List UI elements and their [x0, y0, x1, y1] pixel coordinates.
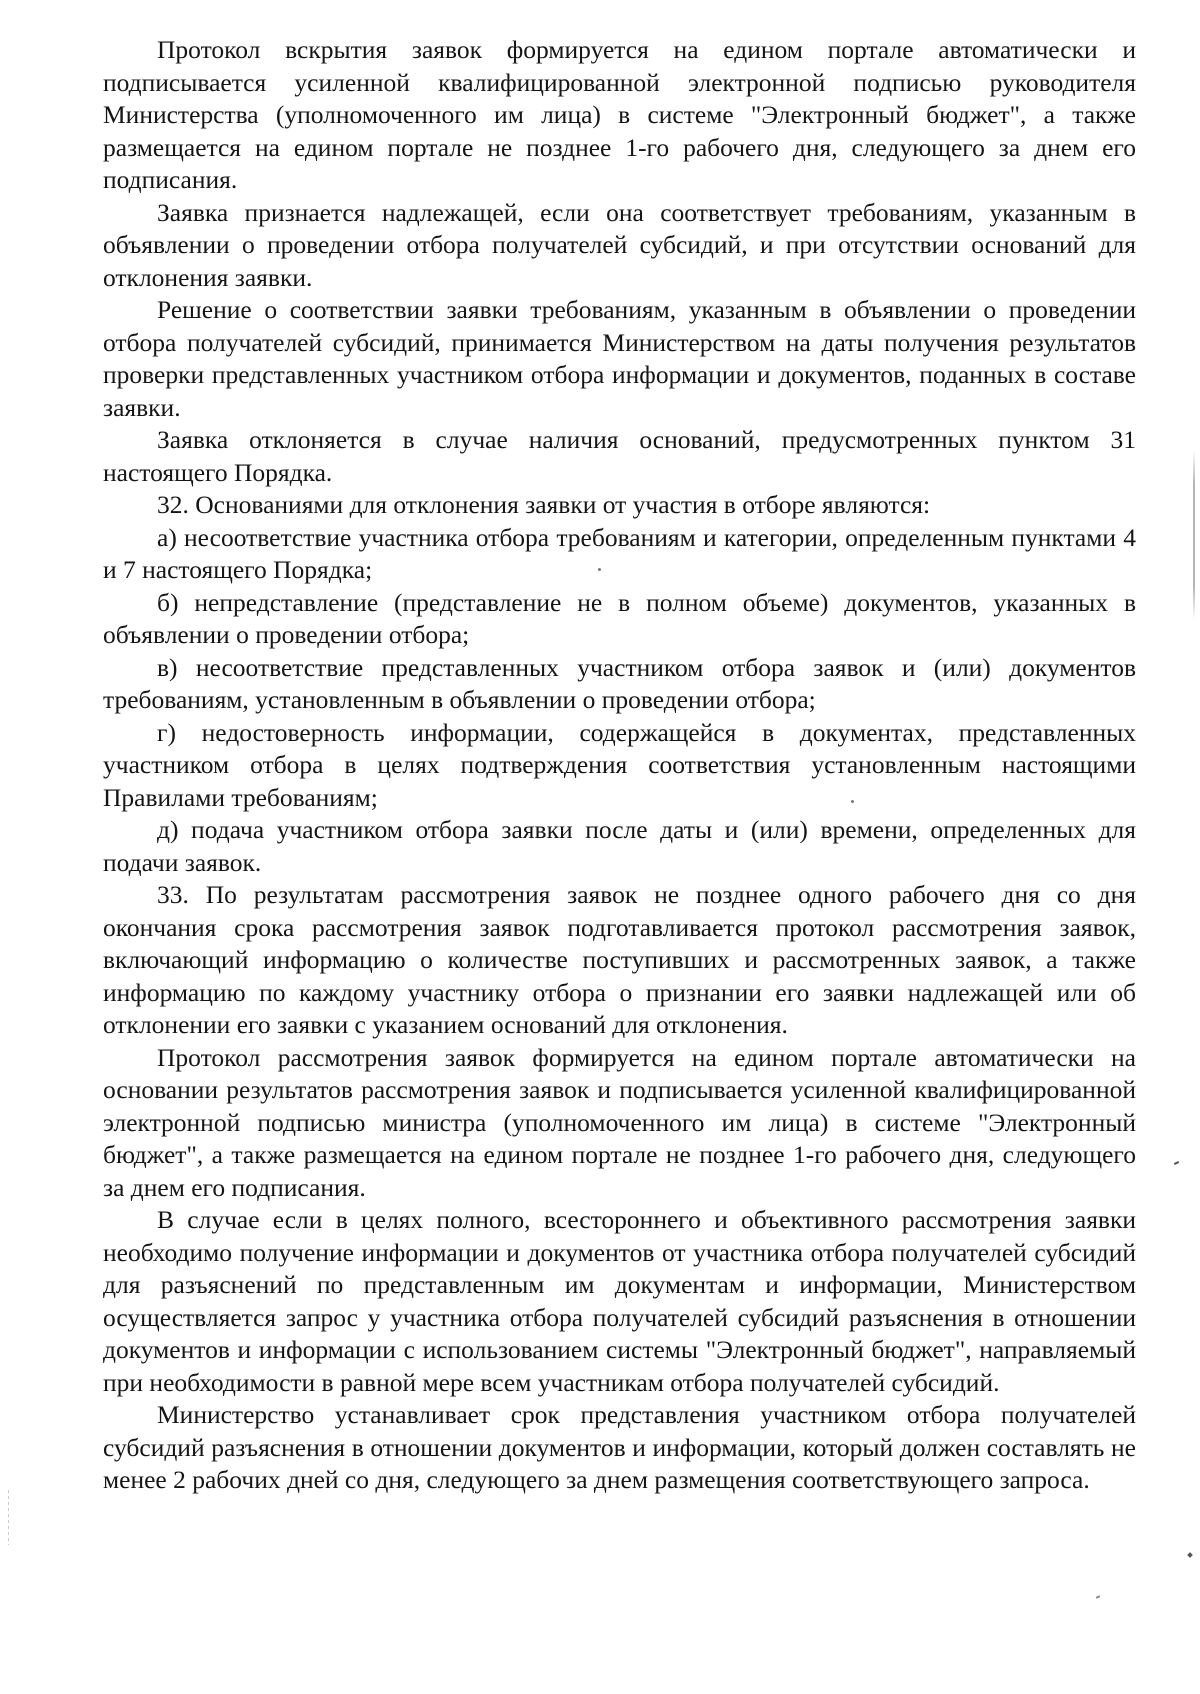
paragraph-compliance-decision: Решение о соответствии заявки требованиям, указанным в объявлении о проведении отбора получателей субсидий, принимается Министерством на даты получения результатов проверки представленных участником отбора информации и документов, поданных в составе заявки. — [103, 295, 1136, 422]
list-item-g: г) недостоверность информации, содержащейся в документах, представленных участником отбора в целях подтверждения соответствия установленным настоящими Правилами требованиям; — [103, 717, 1136, 812]
paragraph-proper-application: Заявка признается надлежащей, если она соответствует требованиям, указанным в объявлении о проведении отбора получателей субсидий, и при отсутствии оснований для отклонения заявки. — [103, 197, 1136, 292]
document-body — [103, 34, 1136, 1497]
paragraph-section-33: 33. По результатам рассмотрения заявок не позднее одного рабочего дня со дня окончания срока рассмотрения заявок подготавливается протокол рассмотрения заявок, включающий информацию о количестве поступивших и рассмотренных заявок, а также информацию по каждому участнику отбора о признании его заявки надлежащей или об отклонении его заявки с указанием оснований для отклонения. — [103, 880, 1136, 1039]
list-item-b: б) непредставление (представление не в полном объеме) документов, указанных в объявлении о проведении отбора; — [103, 587, 1136, 649]
paragraph-opening-protocol: Протокол вскрытия заявок формируется на едином портале автоматически и подписывается усиленной квалифицированной электронной подписью руководителя Министерства (уполномоченного им лица) в системе "Электронный бюджет", а также размещается на едином портале не позднее 1-го рабочего дня, следующего за днем его подписания. — [103, 35, 1136, 194]
scan-speck — [1174, 1161, 1179, 1165]
scan-speck — [1187, 1552, 1193, 1558]
paragraph-clarification-deadline: Министерство устанавливает срок представления участником отбора получателей субсидий разъяснения в отношении документов и информации, который должен составлять не менее 2 рабочих дней со дня, следующего за днем размещения соответствующего запроса. — [103, 1400, 1136, 1494]
list-item-d: д) подача участником отбора заявки после даты и (или) времени, определенных для подачи заявок. — [103, 815, 1136, 877]
paragraph-section-32: 32. Основаниями для отклонения заявки от участия в отборе являются: — [157, 490, 931, 519]
scan-edge-artifact — [1193, 450, 1195, 620]
scan-speck — [1096, 1595, 1100, 1599]
scan-left-artifact — [8, 1490, 9, 1545]
paragraph-review-protocol: Протокол рассмотрения заявок формируется на едином портале автоматически на основании результатов рассмотрения заявок и подписывается усиленной квалифицированной электронной подписью министра (уполномоченного им лица) в системе "Электронный бюджет", а также размещается на едином портале не позднее 1-го рабочего дня, следующего за днем его подписания. — [103, 1042, 1136, 1202]
paragraph-clarification-request: В случае если в целях полного, всестороннего и объективного рассмотрения заявки необходимо получение информации и документов от участника отбора получателей субсидий для разъяснений по представленным им документам и информации, Министерством осуществляется запрос у участника отбора получателей субсидий разъяснения в отношении документов и информации с использованием системы "Электронный бюджет", направляемый при необходимости в равной мере всем участникам отбора получателей субсидий. — [103, 1205, 1136, 1397]
list-item-a: а) несоответствие участника отбора требованиям и категории, определенным пунктами 4 и 7 настоящего Порядка; — [103, 522, 1136, 584]
list-item-v: в) несоответствие представленных участником отбора заявок и (или) документов требованиям, установленным в объявлении о проведении отбора; — [103, 652, 1136, 714]
paragraph-rejection-grounds-ref: Заявка отклоняется в случае наличия оснований, предусмотренных пунктом 31 настоящего Порядка. — [103, 425, 1136, 487]
